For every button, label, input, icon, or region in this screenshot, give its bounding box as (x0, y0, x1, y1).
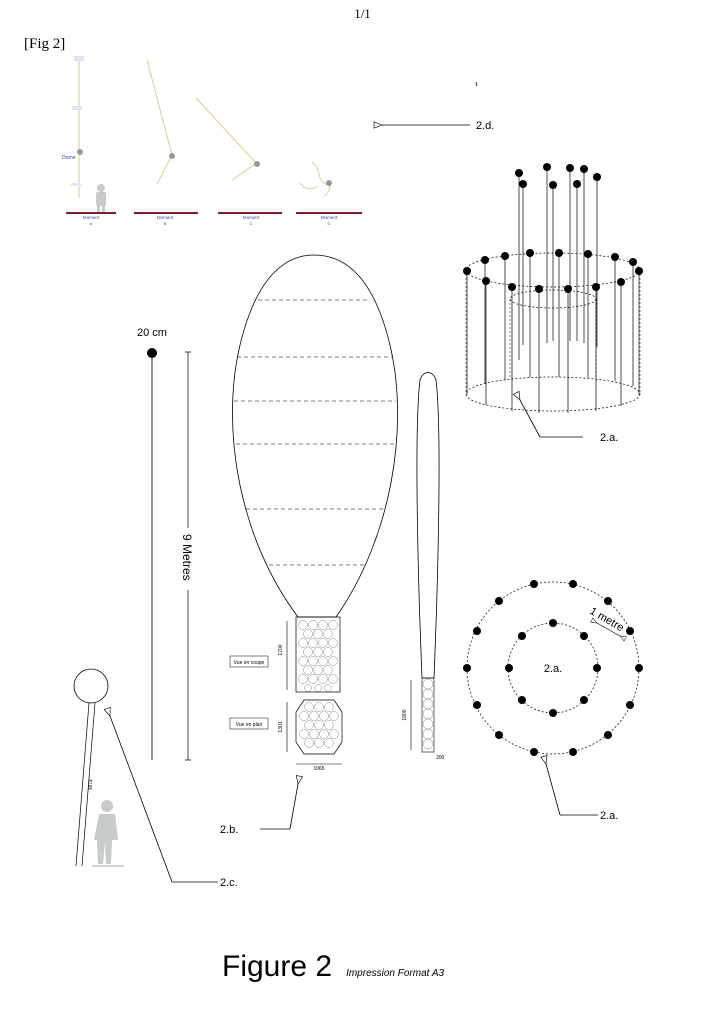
drone-label: Drone (62, 155, 76, 161)
callout-2a-bottom-label: 2.a. (600, 810, 619, 822)
dim-1800: 1800 (402, 709, 408, 721)
section-view-label: Vue en coupe (233, 660, 265, 666)
callout-2c-arrow (110, 716, 172, 882)
plan-view-hexagon (296, 700, 342, 754)
callout-2a-top-arrow (520, 400, 540, 437)
moment-b-letter: B (163, 221, 167, 226)
moments-panel (62, 56, 362, 226)
dim-1301: 1301 (278, 721, 284, 733)
callout-2a-center-label: 2.a. (543, 663, 563, 675)
slim-balloon (402, 373, 445, 762)
moment-c-drone-icon (254, 161, 260, 167)
page-number: 1/1 (354, 6, 371, 21)
callout-2b-arrow (290, 784, 298, 829)
sphere-size-label: 20 cm (137, 327, 167, 339)
moment-d-label: Moment (320, 215, 338, 220)
single-sphere-hanger (137, 327, 196, 760)
dim-200: 200 (436, 755, 445, 761)
dim-3874: 3874 (87, 779, 95, 791)
moment-a-low-tag (71, 183, 81, 186)
section-cells (299, 621, 338, 692)
dim-1065: 1065 (313, 766, 325, 772)
plan-concentric-rings (463, 580, 643, 822)
tiny-mark (476, 82, 477, 86)
callout-2a-bottom-arrow (546, 764, 560, 815)
plan-view-label: Vue en plan (235, 722, 263, 728)
section-view-box (296, 617, 340, 692)
figure-tag: [Fig 2] (24, 36, 66, 52)
dim-1700: 1700 (278, 644, 284, 656)
moment-c-rope-lower (232, 163, 256, 180)
moment-a-drone-icon (77, 149, 83, 155)
moment-b-rope-lower (157, 155, 172, 184)
plan-cells (300, 703, 339, 748)
moment-b-drone-icon (169, 153, 175, 159)
moment-b-rope (147, 60, 172, 155)
sphere-icon (147, 348, 157, 358)
caption-main: Figure 2 (222, 950, 333, 983)
outer-ring-bottom (466, 377, 640, 411)
person-figure-icon (94, 800, 118, 864)
callout-2d-label: 2.d. (476, 120, 495, 132)
moment-d-drone-icon (326, 180, 332, 186)
slim-envelope (417, 373, 439, 679)
moment-c-rope (196, 98, 256, 163)
caption-sub: Impression Format A3 (346, 968, 445, 979)
moment-d-letter: D (327, 221, 331, 226)
pitch-label: 1 metre (587, 605, 626, 635)
moment-c-label: Moment (242, 215, 260, 220)
pole-balloon (74, 669, 238, 889)
moment-a-letter: A (89, 221, 93, 226)
balloon-envelope (232, 255, 397, 617)
moment-a-mid-tag (72, 106, 82, 110)
balloon-assembly (220, 255, 398, 836)
moment-c-letter: C (249, 221, 253, 226)
cylinder-arrangement (463, 163, 643, 444)
moment-a-person-icon (96, 184, 106, 213)
callout-2a-top-label: 2.a. (600, 432, 619, 444)
callout-2c-label: 2.c. (220, 877, 238, 889)
moment-a-label: Moment (82, 215, 100, 220)
small-balloon (74, 669, 108, 703)
callout-2b-label: 2.b. (220, 824, 239, 836)
height-label: 9 Metres (180, 534, 194, 581)
figure-caption (222, 950, 444, 984)
callout-2d (382, 82, 494, 132)
moment-a-top-tag (74, 56, 84, 61)
moment-b-label: Moment (156, 215, 174, 220)
moment-d-rope (312, 162, 330, 196)
